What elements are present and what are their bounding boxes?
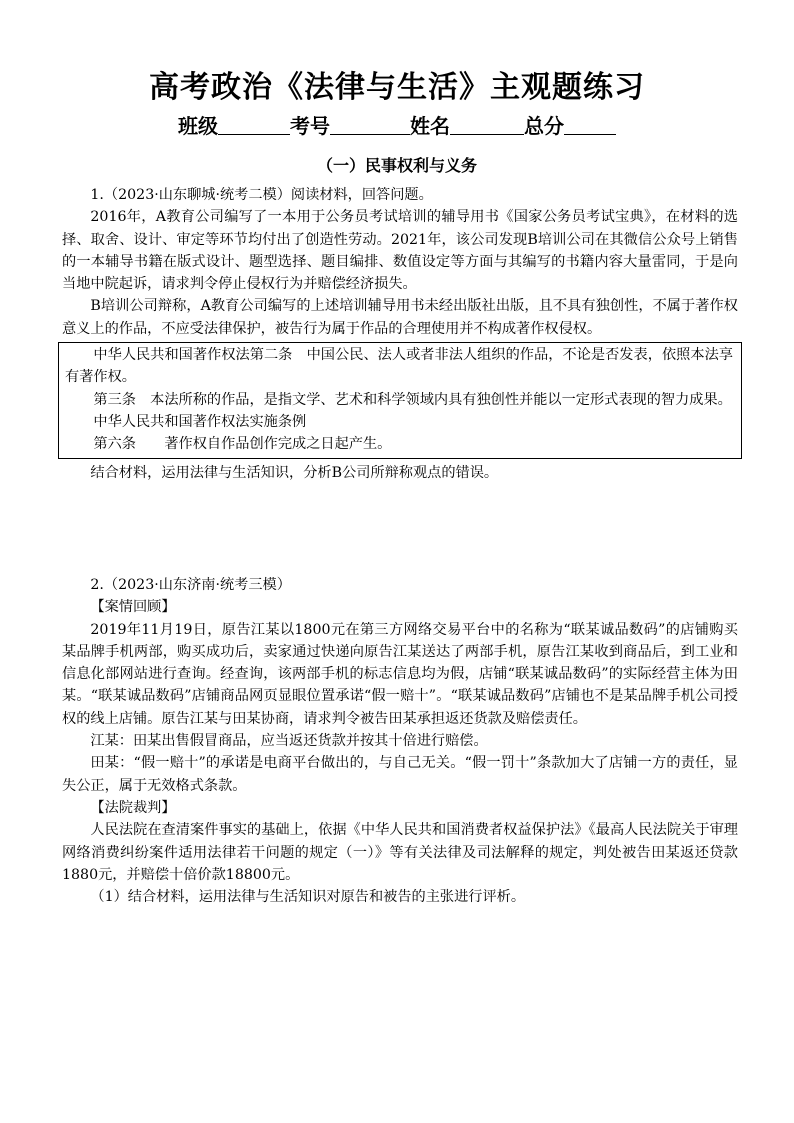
name-field[interactable] <box>450 116 524 135</box>
law-article-3: 第三条 本法所称的作品，是指文学、艺术和科学领域内具有独创性并能以一定形式表现的智力成果。 <box>93 391 732 408</box>
law-excerpt-box <box>58 342 742 458</box>
q2-heading: 2.（2023·山东济南·统考三模） <box>90 577 291 593</box>
court-verdict-paragraph: 人民法院在查清案件事实的基础上，依据《中华人民共和国消费者权益保护法》《最高人民法院关于审理网络消费纠纷案件适用法律若干问题的规定（一）》等有关法律及司法解释的规定，判处被告田某返还贷款1880元，并赔偿十倍价款18800元。 <box>62 822 738 883</box>
law-article-2: 中华人民共和国著作权法第二条 中国公民、法人或者非法人组织的作品，不论是否发表，依照本法享有著作权。 <box>65 347 733 386</box>
name-label: 姓名 <box>410 114 450 138</box>
regulation-article-6: 第六条 著作权自作品创作完成之日起产生。 <box>93 436 392 453</box>
q1-heading: 1.（2023·山东聊城·统考二模）阅读材料，回答问题。 <box>90 187 433 203</box>
q2-sub-question-1: （1）结合材料，运用法律与生活知识对原告和被告的主张进行评析。 <box>90 889 526 906</box>
number-label: 考号 <box>290 114 330 138</box>
question-2 <box>62 574 738 908</box>
regulation-title: 中华人民共和国著作权法实施条例 <box>93 413 307 430</box>
defendant-claim: 田某：“假一赔十”的承诺是电商平台做出的，与自己无关。“假一罚十”条款加大了店铺一方的责任，显失公正，属于无效格式条款。 <box>62 755 738 794</box>
page-title: 高考政治《法律与生活》主观题练习 <box>149 70 645 105</box>
section-title: （一）民事权利与义务 <box>316 156 477 175</box>
score-label: 总分 <box>524 114 564 138</box>
q1-paragraph-1: 2016年，A教育公司编写了一本用于公务员考试培训的辅导用书《国家公务员考试宝典》，在材料的选择、取舍、设计、审定等环节均付出了创造性劳动。2021年，该公司发现B培训公司在其微信公众号上销售的一本辅导书籍在版式设计、题型选择、题目编排、数值设定等方面与其编写的书籍内容大量雷同，于是向当地中院起诉，请求判令停止侵权行为并赔偿经济损失。 <box>62 209 738 293</box>
q1-paragraph-2: B培训公司辩称，A教育公司编写的上述培训辅导用书未经出版社出版，且不具有独创性，不属于著作权意义上的作品，不应受法律保护，被告行为属于作品的合理使用并不构成著作权侵权。 <box>62 298 738 337</box>
class-label: 班级 <box>178 114 218 138</box>
number-field[interactable] <box>330 116 410 135</box>
score-field[interactable] <box>564 116 616 135</box>
court-verdict-label: 【法院裁判】 <box>90 799 176 816</box>
plaintiff-claim: 江某：田某出售假冒商品，应当返还货款并按其十倍进行赔偿。 <box>90 733 488 750</box>
question-1 <box>62 184 738 484</box>
student-info-line <box>0 110 794 139</box>
case-review-paragraph: 2019年11月19日，原告江某以1800元在第三方网络交易平台中的名称为“联某诚品数码”的店铺购买某品牌手机两部，购买成功后，卖家通过快递向原告江某送达了两部手机，原告江某收到商品后，到工业和信息化部网站进行查询。经查询，该两部手机的标志信息均为假，店铺“联某诚品数码”的实际经营主体为田某。“联某诚品数码”店铺商品网页显眼位置承诺“假一赔十”。“联某诚品数码”店铺也不是某品牌手机公司授权的线上店铺。原告江某与田某协商，请求判令被告田某承担返还货款及赔偿责任。 <box>62 621 738 727</box>
class-field[interactable] <box>218 116 290 135</box>
case-review-label: 【案情回顾】 <box>90 599 176 616</box>
q1-question: 结合材料，运用法律与生活知识，分析B公司所辩称观点的错误。 <box>90 464 499 481</box>
